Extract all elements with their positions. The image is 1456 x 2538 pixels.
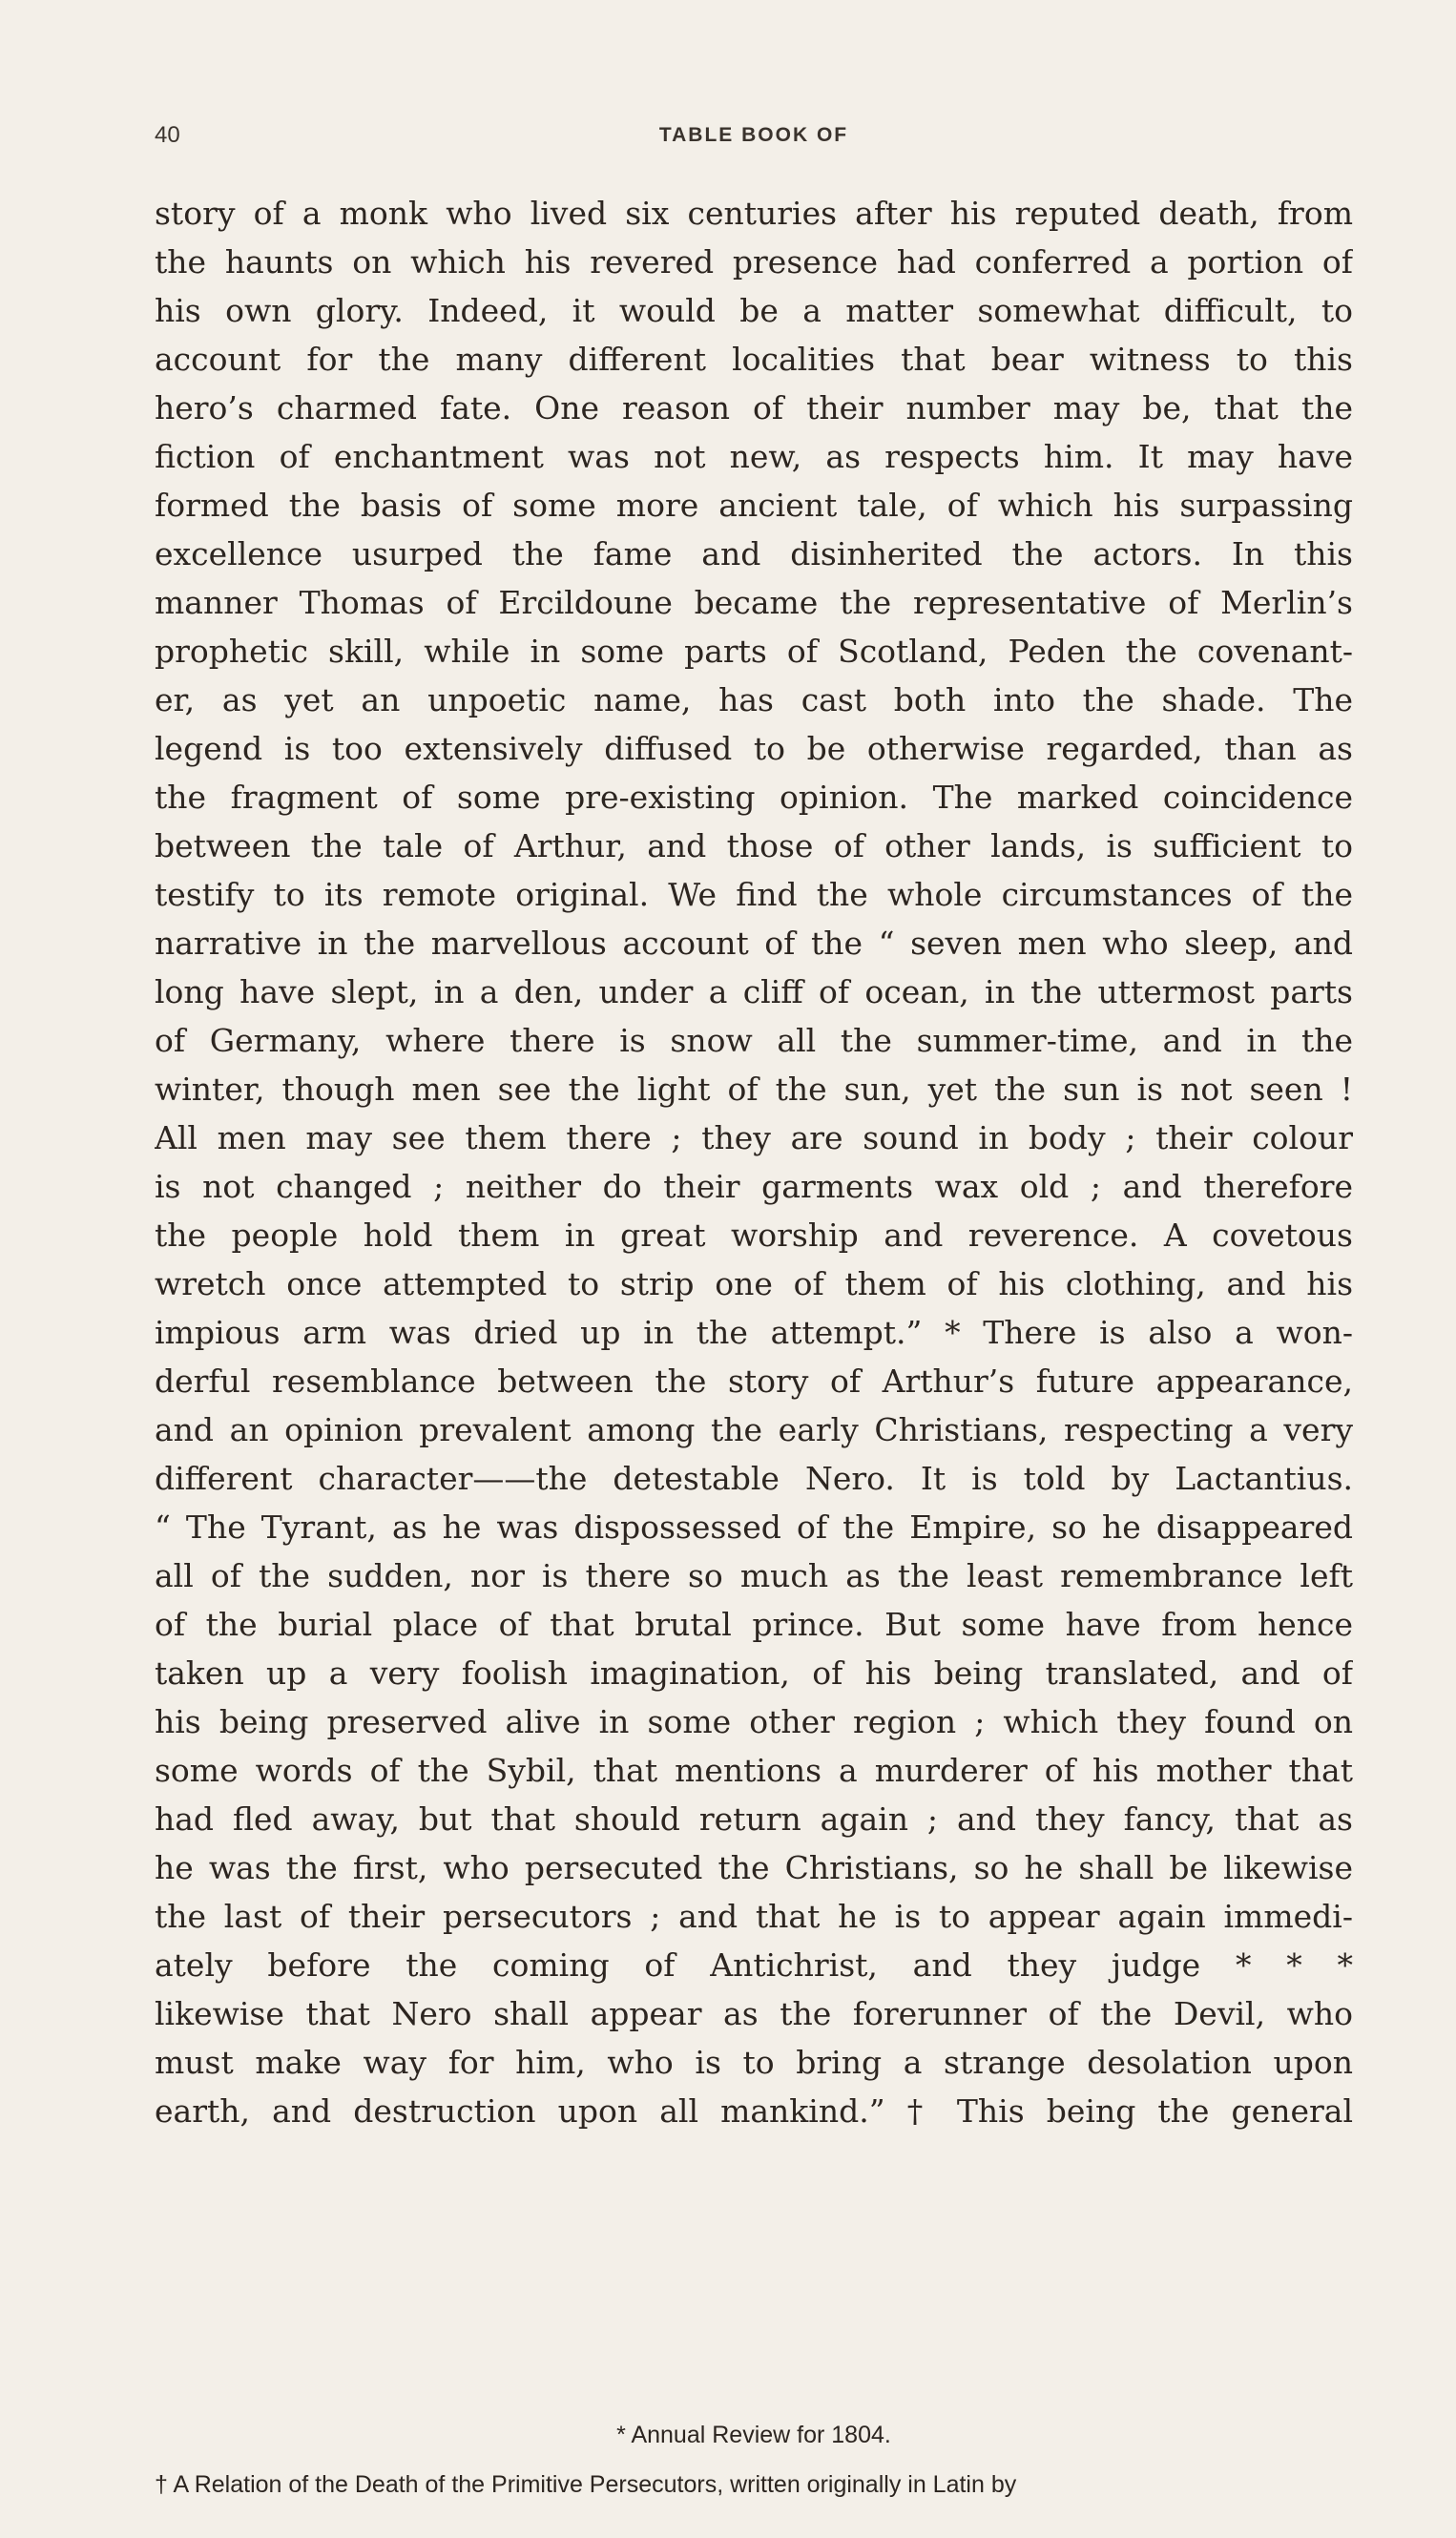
text-line: ately before the coming of Antichrist, and they judge * * * (155, 1946, 1353, 1984)
text-line: long have slept, in a den, under a cliff of ocean, in the uttermost parts (155, 973, 1353, 1010)
running-head (155, 122, 1353, 160)
text-line: of the burial place of that brutal prince. But some have from hence (155, 1606, 1353, 1643)
text-line: all of the sudden, nor is there so much as the least remembrance left (155, 1557, 1353, 1594)
text-line: the last of their persecutors ; and that he is to appear again immedi- (155, 1898, 1353, 1935)
text-line: the people hold them in great worship and reverence. A covetous (155, 1217, 1353, 1254)
text-line: testify to its remote original. We find the whole circumstances of the (155, 876, 1353, 913)
text-line: “ The Tyrant, as he was dispossessed of the Empire, so he disappeared (155, 1508, 1353, 1546)
text-line: legend is too extensively diffused to be otherwise regarded, than as (155, 730, 1353, 767)
text-line: formed the basis of some more ancient tale, of which his surpassing (155, 487, 1353, 524)
text-line: some words of the Sybil, that mentions a murderer of his mother that (155, 1752, 1353, 1789)
footnote-1: * Annual Review for 1804. (616, 2422, 891, 2448)
page-number: 40 (155, 122, 180, 148)
text-line: is not changed ; neither do their garments wax old ; and therefore (155, 1168, 1353, 1205)
text-line: winter, though men see the light of the sun, yet the sun is not seen ! (155, 1071, 1353, 1108)
text-line: had fled away, but that should return again ; and they fancy, that as (155, 1800, 1353, 1838)
text-line: account for the many different localities that bear witness to this (155, 341, 1353, 378)
text-line: his own glory. Indeed, it would be a matter somewhat difficult, to (155, 292, 1353, 329)
text-line: he was the first, who persecuted the Christians, so he shall be likewise (155, 1849, 1353, 1886)
text-line: er, as yet an unpoetic name, has cast both into the shade. The (155, 681, 1353, 718)
text-line: derful resemblance between the story of Arthur’s future appearance, (155, 1363, 1353, 1400)
text-line: his being preserved alive in some other region ; which they found on (155, 1703, 1353, 1740)
text-line: prophetic skill, while in some parts of Scotland, Peden the covenant- (155, 633, 1353, 670)
text-line: likewise that Nero shall appear as the forerunner of the Devil, who (155, 1995, 1353, 2032)
text-line: earth, and destruction upon all mankind.” † This being the general (155, 2092, 1353, 2130)
text-line: must make way for him, who is to bring a strange desolation upon (155, 2044, 1353, 2081)
text-line: narrative in the marvellous account of the “ seven men who sleep, and (155, 925, 1353, 962)
text-line: different character——the detestable Nero. It is told by Lactantius. (155, 1460, 1353, 1497)
footnote-2: † A Relation of the Death of the Primitive Persecutors, written originally in Latin by (155, 2471, 1017, 2498)
text-line: between the tale of Arthur, and those of other lands, is sufficient to (155, 827, 1353, 864)
text-line: the fragment of some pre-existing opinion. The marked coincidence (155, 779, 1353, 816)
text-line: All men may see them there ; they are sound in body ; their colour (155, 1119, 1353, 1156)
text-line: manner Thomas of Ercildoune became the representative of Merlin’s (155, 584, 1353, 621)
text-line: wretch once attempted to strip one of them of his clothing, and his (155, 1265, 1353, 1302)
text-line: the haunts on which his revered presence had conferred a portion of (155, 243, 1353, 281)
text-line: impious arm was dried up in the attempt.” * There is also a won- (155, 1314, 1353, 1351)
text-line: and an opinion prevalent among the early Christians, respecting a very (155, 1411, 1353, 1448)
text-line: excellence usurped the fame and disinherited the actors. In this (155, 535, 1353, 572)
body-text (155, 189, 1353, 2135)
text-line: story of a monk who lived six centuries after his reputed death, from (155, 195, 1353, 232)
text-line: of Germany, where there is snow all the summer-time, and in the (155, 1022, 1353, 1059)
text-line: hero’s charmed fate. One reason of their number may be, that the (155, 389, 1353, 426)
running-title: TABLE BOOK OF (658, 124, 849, 146)
text-line: fiction of enchantment was not new, as respects him. It may have (155, 438, 1353, 475)
text-line: taken up a very foolish imagination, of his being translated, and of (155, 1654, 1353, 1692)
